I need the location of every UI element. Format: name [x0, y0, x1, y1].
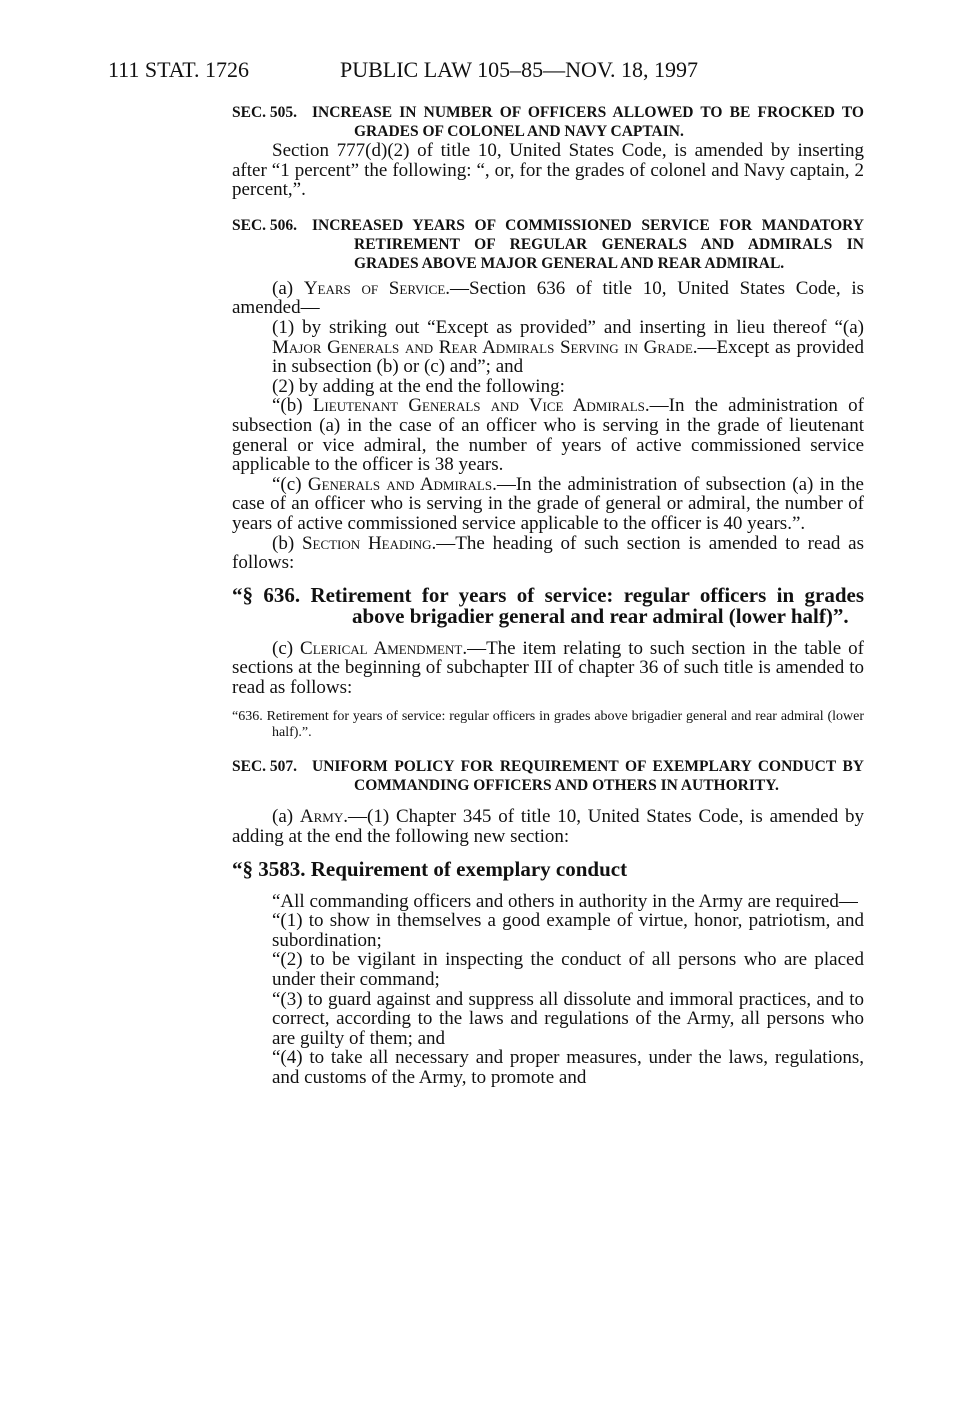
quoted-subsection-c: “(c) Generals and Admirals.—In the administration of subsection (a) in the case of an officer who is serving in the grade of general or admiral, the number of years of active commissioned service applicable to the officer is 40 years.”.	[232, 473, 864, 534]
list-item: “(3) to guard against and suppress all dissolute and immoral practices, and to correct, according to the laws and regulations of the Army, all persons who are guilty of them; and	[272, 988, 864, 1049]
section-number: SEC. 507.	[232, 758, 298, 776]
table-of-sections-item: “636. Retirement for years of service: regular officers in grades above brigadier general and rear admiral (lower half).”.	[232, 709, 864, 741]
paragraph-2: (2) by adding at the end the following:	[272, 375, 565, 397]
subsection-heading: Army	[299, 806, 344, 828]
subsection-c: (c) Clerical Amendment.—The item relating to such section in the table of sections at the beginning of subchapter III of chapter 36 of such title is amended to read as follows:	[232, 637, 864, 698]
page-header	[108, 56, 868, 84]
section-3583-heading: “§ 3583. Requirement of exemplary conduct	[232, 856, 628, 881]
section-text: Section 777(d)(2) of title 10, United States Code, is amended by inserting after “1 percent” the following: “, or, for the grades of colonel and Navy captain, 2 percent,”.	[232, 140, 864, 201]
section-heading	[232, 103, 864, 141]
running-head: PUBLIC LAW 105–85—NOV. 18, 1997	[340, 57, 698, 82]
list-item: “(1) to show in themselves a good example of virtue, honor, patriotism, and subordination;	[272, 910, 864, 951]
subsection-heading: Lieutenant Generals and Vice Admirals	[312, 395, 645, 417]
inserted-heading: Major Generals and Rear Admirals Serving in Grade	[272, 336, 693, 358]
section-number: SEC. 506.	[232, 216, 298, 234]
list-item: “(2) to be vigilant in inspecting the conduct of all persons who are placed under their command;	[272, 949, 864, 991]
section-title: INCREASED YEARS OF COMMISSIONED SERVICE FOR MANDATORY RETIREMENT OF REGULAR GENERALS AND ADMIRALS IN GRADES ABOVE MAJOR GENERAL AND REAR ADMIRAL.	[312, 216, 864, 272]
subsection-heading: Section Heading	[301, 532, 432, 554]
subsection-heading: Years of Service	[303, 277, 446, 299]
section-heading	[232, 216, 864, 273]
section-506	[232, 216, 864, 742]
list-item: “(4) to take all necessary and proper measures, under the laws, regulations, and customs of the Army, to promote and	[272, 1047, 864, 1088]
subsection-heading: Clerical Amendment	[300, 637, 463, 659]
section-636-heading: “§ 636. Retirement for years of service: regular officers in grades above brigadier general and rear admiral (lower half)”.	[232, 582, 864, 628]
subsection-heading: Generals and Admirals	[307, 473, 493, 495]
section-title: UNIFORM POLICY FOR REQUIREMENT OF EXEMPLARY CONDUCT BY COMMANDING OFFICERS AND OTHERS IN AUTHORITY.	[312, 758, 864, 795]
paragraph-1: (1) by striking out “Except as provided” and inserting in lieu thereof “(a) Major Generals and Rear Admirals Serving in Grade.—Except as provided in subsection (b) or (c) and”; and	[272, 316, 864, 378]
section-title: INCREASE IN NUMBER OF OFFICERS ALLOWED TO BE FROCKED TO GRADES OF COLONEL AND NAVY CAPTAIN.	[312, 104, 864, 140]
subsection-b: (b) Section Heading.—The heading of such section is amended to read as follows:	[232, 532, 864, 574]
section-507	[232, 757, 864, 1087]
section-3583-intro: “All commanding officers and others in authority in the Army are required—	[272, 890, 858, 912]
subsection-a: (a) Army.—(1) Chapter 345 of title 10, United States Code, is amended by adding at the end the following new section:	[232, 806, 864, 848]
document-body	[232, 103, 864, 1088]
section-heading	[232, 757, 864, 795]
quoted-subsection-b: “(b) Lieutenant Generals and Vice Admirals.—In the administration of subsection (a) in the case of an officer who is serving in the grade of lieutenant general or vice admiral, the number of years of active commissioned service applicable to the officer is 38 years.	[232, 395, 864, 476]
section-number: SEC. 505.	[232, 104, 298, 121]
page-identifier: 111 STAT. 1726	[108, 57, 250, 82]
section-505	[232, 103, 864, 200]
subsection-a: (a) Years of Service.—Section 636 of title 10, United States Code, is amended—	[232, 277, 864, 319]
